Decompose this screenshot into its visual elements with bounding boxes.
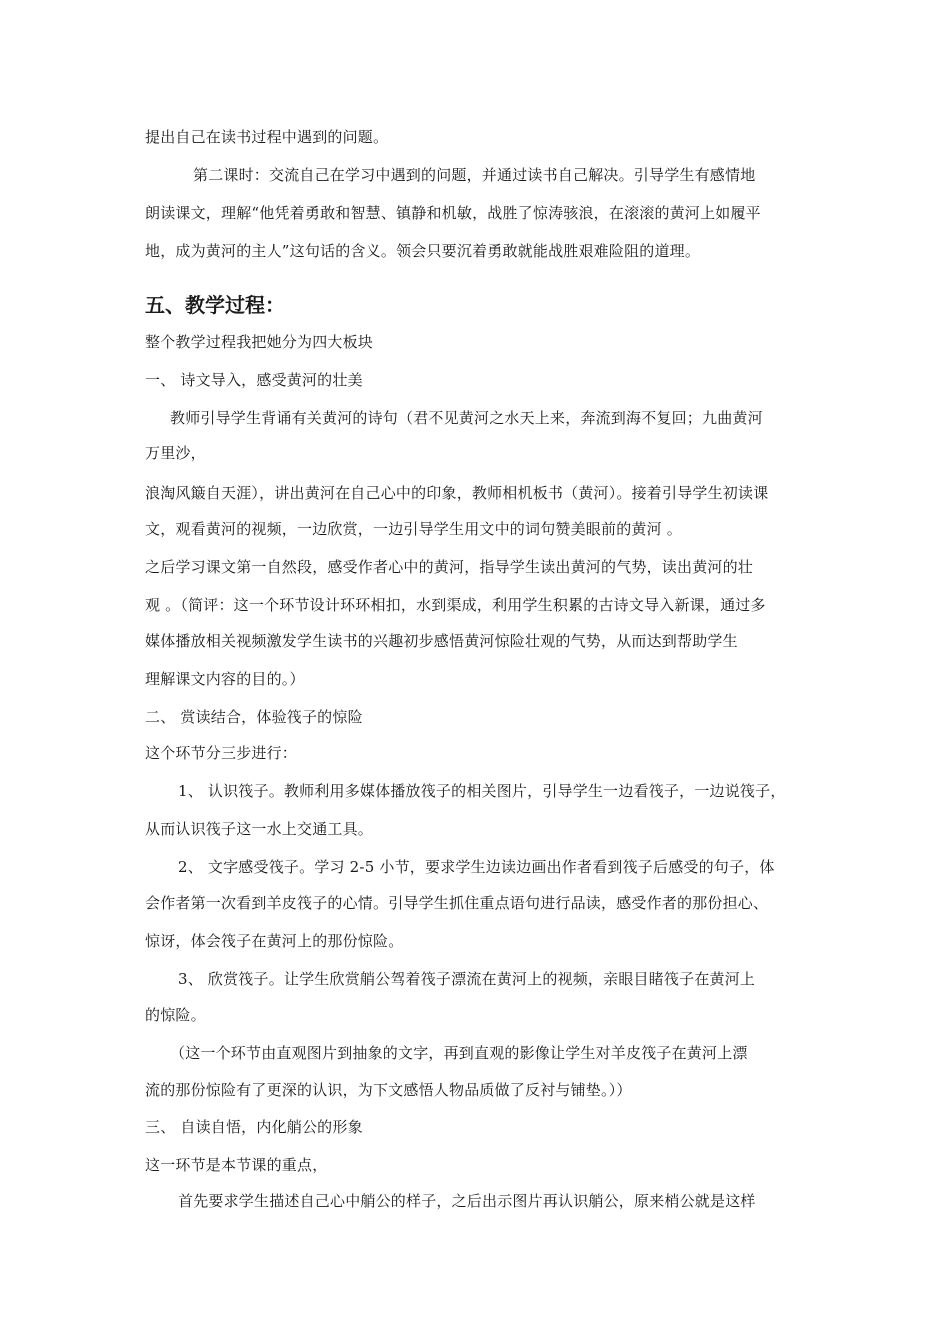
text-line: 教师引导学生背诵有关黄河的诗句（君不见黄河之水天上来，奔流到海不复回；九曲黄河 bbox=[170, 409, 763, 427]
section-heading: 五、教学过程： bbox=[145, 293, 285, 317]
text-line: （这一个环节由直观图片到抽象的文字，再到直观的影像让学生对羊皮筏子在黄河上漂 bbox=[170, 1044, 748, 1062]
text-line: 之后学习课文第一自然段，感受作者心中的黄河，指导学生读出黄河的气势，读出黄河的壮 bbox=[145, 558, 754, 576]
text-line: 媒体播放相关视频激发学生读书的兴趣初步感悟黄河惊险壮观的气势，从而达到帮助学生 bbox=[145, 632, 738, 650]
text-line: 万里沙， bbox=[145, 444, 206, 462]
text-line: 提出自己在读书过程中遇到的问题。 bbox=[145, 128, 389, 146]
text-line: 浪淘风簸自天涯），讲出黄河在自己心中的印象，教师相机板书（黄河）。接着引导学生初读课 bbox=[145, 484, 769, 502]
text-line: 从而认识筏子这一水上交通工具。 bbox=[145, 820, 374, 838]
text-line: 的惊险。 bbox=[145, 1006, 206, 1024]
text-line: 朗读课文，理解“他凭着勇敢和智慧、镇静和机敏，战胜了惊涛骇浪，在滚滚的黄河上如履平 bbox=[145, 204, 761, 222]
text-line: 第二课时：交流自己在学习中遇到的问题，并通过读书自己解决。引导学生有感情地 bbox=[193, 166, 756, 184]
text-line: 二、 赏读结合，体验筏子的惊险 bbox=[145, 708, 363, 726]
text-line: 惊讶，体会筏子在黄河上的那份惊险。 bbox=[145, 932, 404, 950]
text-line: 首先要求学生描述自己心中艄公的样子，之后出示图片再认识艄公，原来梢公就是这样 bbox=[178, 1192, 756, 1210]
text-line: 地，成为黄河的主人”这句话的含义。领会只要沉着勇敢就能战胜艰难险阻的道理。 bbox=[145, 242, 701, 260]
text-line: 整个教学过程我把她分为四大板块 bbox=[145, 333, 374, 351]
text-line: 文，观看黄河的视频，一边欣赏，一边引导学生用文中的词句赞美眼前的黄河 。 bbox=[145, 520, 682, 538]
text-line: 3、 欣赏筏子。让学生欣赏艄公驾着筏子漂流在黄河上的视频，亲眼目睹筏子在黄河上 bbox=[178, 970, 756, 988]
text-line: 2、 文字感受筏子。学习 2-5 小节，要求学生边读边画出作者看到筏子后感受的句子，体 bbox=[178, 858, 775, 876]
text-line: 会作者第一次看到羊皮筏子的心情。引导学生抓住重点语句进行品读，感受作者的那份担心、 bbox=[145, 894, 769, 912]
text-line: 这个环节分三步进行： bbox=[145, 744, 298, 762]
text-line: 理解课文内容的目的。） bbox=[145, 670, 305, 688]
text-line: 1、 认识筏子。教师利用多媒体播放筏子的相关图片，引导学生一边看筏子，一边说筏子， bbox=[178, 782, 786, 800]
text-line: 观 。（简评：这一个环节设计环环相扣，水到渠成，利用学生积累的古诗文导入新课，通过多 bbox=[145, 596, 766, 614]
text-line: 一、 诗文导入，感受黄河的壮美 bbox=[145, 371, 363, 389]
text-line: 三、 自读自悟，内化艄公的形象 bbox=[145, 1118, 363, 1136]
text-line: 这一环节是本节课的重点， bbox=[145, 1156, 328, 1174]
text-line: 流的那份惊险有了更深的认识，为下文感悟人物品质做了反衬与铺垫。）） bbox=[145, 1081, 632, 1099]
